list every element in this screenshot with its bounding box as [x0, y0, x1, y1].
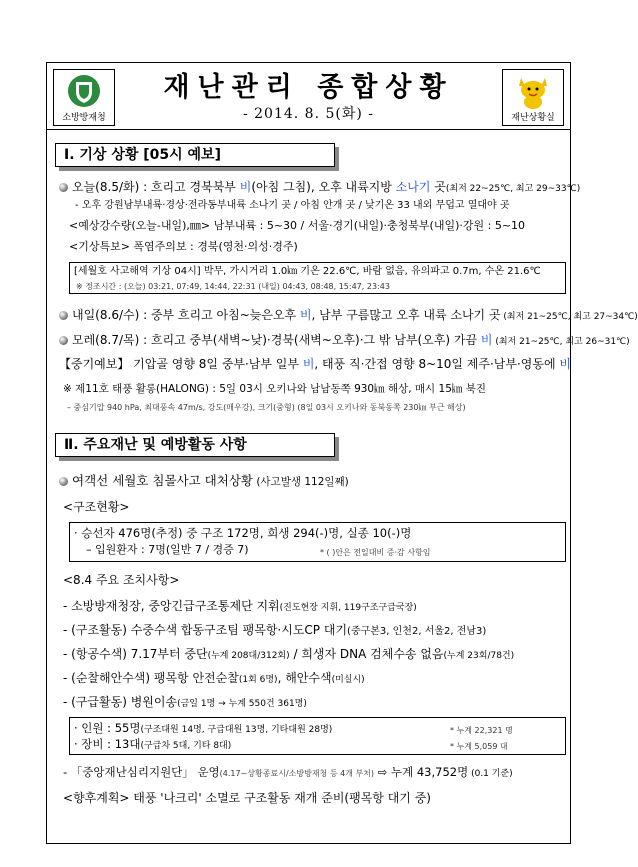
resources-box	[69, 717, 566, 755]
section-disaster-title: Ⅱ. 주요재난 및 예방활동 사항	[55, 433, 335, 457]
report-frame	[46, 62, 638, 844]
measure-patrol: - (순찰해안수색) 팽목항 안전순찰(1회 6명), 해안수색(미실시)	[63, 671, 365, 685]
measures-heading: <8.4 주요 조치사항>	[63, 573, 180, 587]
rescue-status-heading: <구조현황>	[63, 500, 130, 514]
agency-logo	[53, 69, 115, 126]
sewol-weather-box	[69, 262, 566, 294]
mid-term-forecast: 【중기예보】 기압골 영향 8일 중부·남부 일부 비, 태풍 직·간접 영향 8~10일 제주·남부·영동에 비	[59, 357, 571, 371]
tide-times: ※ 정조시간 : (오늘) 03:21, 07:49, 14:44, 22:31 (내일) 04:43, 08:48, 15:47, 23:43	[76, 282, 390, 291]
typhoon-info: ※ 제11호 태풍 활롱(HALONG) : 5일 03시 오키나와 남남동쪽 930㎞ 해상, 매시 15㎞ 북진	[63, 383, 487, 395]
forecast-today: 오늘(8.5/화) : 흐리고 경북북부 비(아침 그침), 오후 내륙지방 소나기 곳(최저 22~25℃, 최고 29~33℃)	[59, 180, 580, 196]
typhoon-detail: – 중심기압 940 hPa, 최대풍속 47m/s, 강도(매우강), 크기(중형) (8일 03시 오키나와 동북동쪽 230㎞ 부근 해상)	[67, 403, 466, 412]
mascot-icon	[511, 72, 555, 110]
rescue-note: * ( )안은 전일대비 증·감 사항임	[320, 548, 431, 557]
left-org-name: 소방방재청	[62, 113, 106, 123]
future-plan: <향후계획> 태풍 '나크리' 소멸로 구조활동 재개 준비(팽목항 대기 중)	[63, 791, 431, 805]
forecast-today-detail: - 오후 강원남부내륙·경상·전라동부내륙 소나기 곳 / 아침 안개 곳 / 낮기온 33 내외 무덥고 열대야 곳	[75, 200, 510, 211]
report-date: - 2014. 8. 5(화) -	[242, 106, 375, 122]
bullet-icon	[59, 183, 68, 192]
expected-rainfall: <예상강수량(오늘-내일),㎜> 남부내륙 : 5~30 / 서울·경기(내일)·충청북부(내일)·강원 : 5~10	[69, 219, 526, 232]
measure-command: - 소방방재청장, 중앙긴급구조통제단 지휘(진도현장 지휘, 119구조구급국장)	[63, 599, 417, 613]
ferry-status-heading: 여객선 세월호 침몰사고 대처상황 (사고발생 112일째)	[59, 474, 349, 489]
forecast-day-after: 모레(8.7/목) : 흐리고 중부(새벽~낮)·경북(새벽~오후)·그 밖 남부(오후) 가끔 비 (최저 21~25℃, 최고 26~31℃)	[59, 333, 630, 349]
bullet-icon	[59, 336, 68, 345]
mascot-logo	[502, 69, 564, 126]
weather-warning: <기상특보> 폭염주의보 : 경북(영천·의성·경주)	[69, 240, 298, 253]
psych-support: - 「중앙재난심리지원단」 운영(4.17~상황종료시/소방방재청 등 4개 부처) ⇨ 누계 43,752명 (0.1 기준)	[63, 765, 513, 779]
rescue-status-box	[69, 522, 566, 562]
page-title: 재난관리 종합상황	[163, 72, 454, 103]
equipment-total: * 누계 5,059 대	[450, 742, 508, 751]
measure-air-search: - (항공수색) 7.17부터 중단(누계 208대/312회) / 희생자 DNA 검체수송 없음(누계 23회/78건)	[63, 647, 515, 661]
measure-ems: - (구급활동) 병원이송(금일 1명 → 누계 550건 361명)	[63, 695, 307, 709]
hospitalized: – 입원환자 : 7명(일반 7 / 경증 7)	[86, 543, 249, 556]
sewol-weather: [세월호 사고해역 기상 04시] 박무, 가시거리 1.0㎞ 기온 22.6℃, 바람 없음, 유의파고 0.7m, 수온 21.6℃	[74, 266, 541, 277]
rescue-counts: · 승선자 476명(추정) 중 구조 172명, 희생 294(-)명, 실종 10(-)명	[74, 526, 412, 540]
bullet-icon	[59, 311, 68, 320]
report-header	[47, 63, 570, 130]
section-weather-title: Ⅰ. 기상 상황 [05시 예보]	[55, 143, 335, 167]
personnel: · 인원 : 55명(구조대원 14명, 구급대원 13명, 기타대원 28명)	[74, 721, 333, 735]
shield-icon	[64, 74, 104, 108]
measure-rescue: - (구조활동) 수중수색 합동구조팀 팽목항·시도CP 대기(중구본3, 인천2, 서울2, 전남3)	[63, 623, 487, 637]
bullet-icon	[59, 477, 68, 486]
equipment: · 장비 : 13대(구급차 5대, 기타 8대)	[74, 737, 232, 751]
personnel-total: * 누계 22,321 명	[450, 726, 513, 735]
right-org-name: 재난상황실	[511, 113, 555, 123]
forecast-tomorrow: 내일(8.6/수) : 중부 흐리고 아침~늦은오후 비, 남부 구름많고 오후 내륙 소나기 곳 (최저 21~25℃, 최고 27~34℃)	[59, 308, 638, 324]
